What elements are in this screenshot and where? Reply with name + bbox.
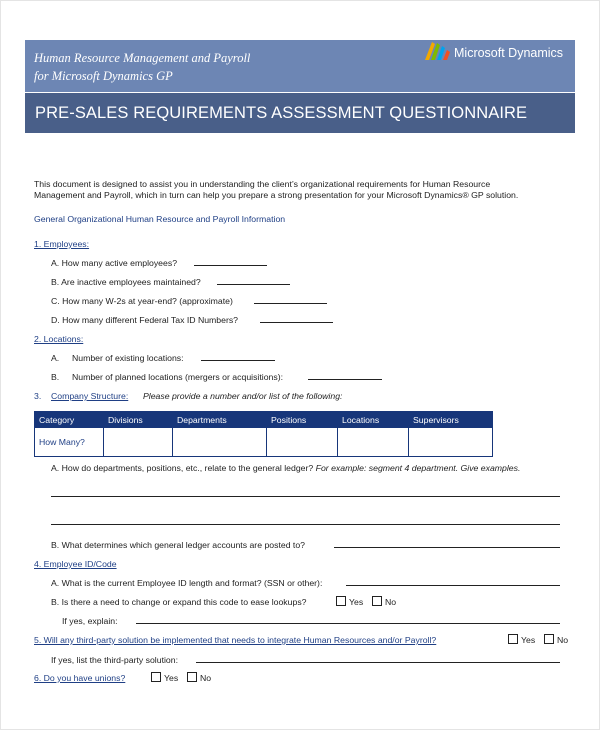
employees-answer-a[interactable] <box>194 265 267 266</box>
supervisors-cell[interactable] <box>409 428 493 457</box>
document-title: PRE-SALES REQUIREMENTS ASSESSMENT QUESTIONNAIRE <box>35 104 528 122</box>
divisions-cell[interactable] <box>104 428 173 457</box>
dynamics-logo-icon <box>423 40 453 64</box>
subtitle-line2: for Microsoft Dynamics GP <box>34 69 173 83</box>
company-structure-question-a-text: A. How do departments, positions, etc., relate to the general ledger? <box>51 463 314 473</box>
section-heading: General Organizational Human Resource and Payroll Information <box>34 214 286 224</box>
third-party-yes-checkbox[interactable] <box>508 634 518 644</box>
third-party-no-label: No <box>557 635 569 645</box>
unions-no-checkbox[interactable] <box>187 672 197 682</box>
table-row <box>35 428 493 457</box>
third-party-list-label: If yes, list the third-party solution: <box>51 655 178 665</box>
table-header-locations: Locations <box>338 412 409 428</box>
employees-question-d: D. How many different Federal Tax ID Numbers? <box>51 315 239 325</box>
employee-id-no-checkbox[interactable] <box>372 596 382 606</box>
locations-answer-a[interactable] <box>201 360 275 361</box>
employees-question-b: B. Are inactive employees maintained? <box>51 277 201 287</box>
title-bar <box>25 93 575 133</box>
third-party-yes-label: Yes <box>521 635 536 645</box>
company-structure-answer-b[interactable] <box>334 547 560 548</box>
unions-no-label: No <box>200 673 212 683</box>
table-row-label: How Many? <box>35 428 104 457</box>
table-header-positions: Positions <box>267 412 338 428</box>
header-banner <box>25 40 575 92</box>
locations-letter-a: A. <box>51 353 60 363</box>
table-header-departments: Departments <box>173 412 267 428</box>
employee-id-explain-label: If yes, explain: <box>62 616 118 626</box>
locations-answer-b[interactable] <box>308 379 382 380</box>
employees-answer-b[interactable] <box>217 284 290 285</box>
third-party-no-checkbox[interactable] <box>544 634 554 644</box>
table-header-supervisors: Supervisors <box>409 412 493 428</box>
locations-question-b: Number of planned locations (mergers or acquisitions): <box>72 372 284 382</box>
employee-id-answer-a[interactable] <box>346 585 560 586</box>
company-structure-answer-a-line1[interactable] <box>51 496 560 497</box>
subtitle-line1: Human Resource Management and Payroll <box>34 51 251 65</box>
table-header-row <box>35 412 493 428</box>
employees-heading: 1. Employees: <box>34 239 90 249</box>
employee-id-heading: 4. Employee ID/Code <box>34 559 117 569</box>
company-structure-question-b: B. What determines which general ledger accounts are posted to? <box>51 540 306 550</box>
table-header-category: Category <box>35 412 104 428</box>
intro-line2: Management and Payroll, which in turn can help you prepare a strong presentation for your Microsoft Dynamics® GP solution. <box>34 190 519 200</box>
locations-question-a: Number of existing locations: <box>72 353 184 363</box>
employee-id-no-label: No <box>385 597 397 607</box>
unions-question: 6. Do you have unions? <box>34 673 126 683</box>
company-structure-table <box>34 411 493 457</box>
microsoft-dynamics-logo <box>423 40 575 70</box>
company-structure-question-a <box>51 463 520 473</box>
employees-answer-c[interactable] <box>254 303 327 304</box>
locations-cell[interactable] <box>338 428 409 457</box>
employee-id-question-a: A. What is the current Employee ID length and format? (SSN or other): <box>51 578 323 588</box>
employee-id-yes-checkbox[interactable] <box>336 596 346 606</box>
table-header-divisions: Divisions <box>104 412 173 428</box>
employee-id-question-b: B. Is there a need to change or expand this code to ease lookups? <box>51 597 307 607</box>
employees-question-a: A. How many active employees? <box>51 258 178 268</box>
employees-question-c: C. How many W-2s at year-end? (approximate) <box>51 296 233 306</box>
positions-cell[interactable] <box>267 428 338 457</box>
employee-id-explain-answer[interactable] <box>136 623 560 624</box>
company-structure-heading: Company Structure: <box>51 391 129 401</box>
unions-yes-label: Yes <box>164 673 179 683</box>
third-party-list-answer[interactable] <box>196 662 560 663</box>
locations-letter-b: B. <box>51 372 60 382</box>
unions-yes-checkbox[interactable] <box>151 672 161 682</box>
company-structure-question-a-example: For example: segment 4 department. Give examples. <box>315 463 521 473</box>
locations-heading: 2. Locations: <box>34 334 84 344</box>
employee-id-yes-label: Yes <box>349 597 364 607</box>
logo-text: Microsoft Dynamics <box>454 46 564 60</box>
third-party-question: 5. Will any third-party solution be implemented that needs to integrate Human Resources and/or Payroll? <box>34 635 437 645</box>
intro-line1: This document is designed to assist you in understanding the client’s organizational requirements for Human Resource <box>34 179 491 189</box>
company-structure-answer-a-line2[interactable] <box>51 524 560 525</box>
company-structure-note: Please provide a number and/or list of the following: <box>143 391 343 401</box>
company-structure-number: 3. <box>34 391 42 401</box>
departments-cell[interactable] <box>173 428 267 457</box>
employees-answer-d[interactable] <box>260 322 333 323</box>
